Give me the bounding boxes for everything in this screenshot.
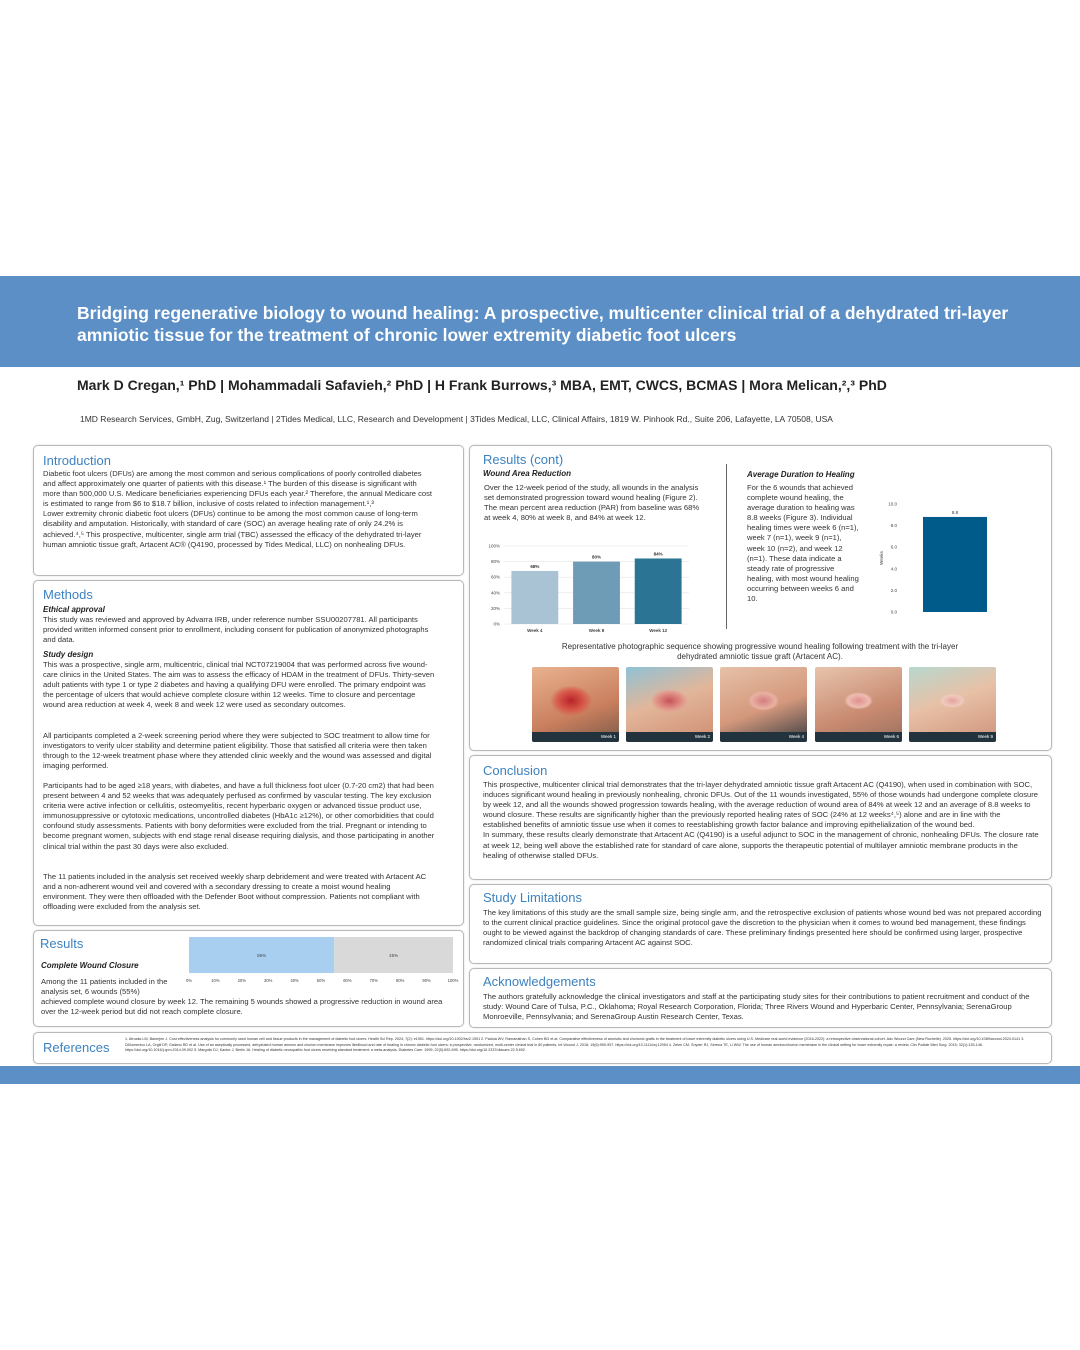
wound-photo-week-1 bbox=[532, 667, 619, 742]
y-tick-label: 60% bbox=[490, 574, 500, 580]
wound-photo-week-9 bbox=[909, 667, 996, 742]
study-design-text-4: The 11 patients included in the analysis set received weekly sharp debridement and were treated with Artacent AC and a non-adherent wound veil and covered with a secondary dressing to create a moist wound healing environment. They were then offloaded with the Defender Boot without compression. Patients not compliant with offloading were excluded from the analysis set. bbox=[43, 872, 427, 912]
author-list: Mark D Cregan,¹ PhD | Mohammadali Safavieh,² PhD | H Frank Burrows,³ MBA, EMT, CWCS, BCMAS | Mora Melican,²,³ PhD bbox=[77, 377, 887, 393]
x-tick-label: 20% bbox=[237, 978, 246, 983]
y-tick-label: 2.0 bbox=[890, 587, 897, 593]
y-tick-label: 40% bbox=[490, 590, 500, 596]
duration-bar bbox=[923, 517, 987, 612]
y-tick-label: 4.0 bbox=[890, 566, 897, 572]
introduction-text: Diabetic foot ulcers (DFUs) are among the most common and serious complications of poorly controlled diabetes and affect approximately one quarter of patients with this disease.¹ The burden of this disease is significant with more than 500,000 U.S. Medicare beneficiaries experiencing DFUs each year.² Therefore, the annual Medicare cost is estimated to range from $6 to $18.7 billion, inclusive of costs related to infection management.¹,³ Lower extremity chronic diabetic foot ulcers (DFUs) continue to be among the most common cause of long-term disability and amputation. Historically, with standard of care (SOC) an average healing rate of only 24.2% is achieved.⁴,⁵ This prospective, multicenter, single arm trial (TBC) assessed the efficacy of the dehydrated tri-layer human amniotic tissue graft, Artacent AC® (Q4190, processed by Tides Medical, LLC) on nonhealing DFUs. bbox=[43, 469, 433, 549]
par-chart bbox=[484, 539, 694, 639]
results-cont-panel bbox=[469, 445, 1052, 751]
methods-panel bbox=[33, 580, 464, 926]
results-text-1: Among the 11 patients included in the analysis set, 6 wounds (55%) bbox=[41, 977, 168, 997]
y-tick-label: 100% bbox=[488, 543, 500, 549]
study-limitations-heading: Study Limitations bbox=[483, 890, 582, 905]
references-panel bbox=[33, 1032, 1052, 1064]
study-design-heading: Study design bbox=[43, 650, 94, 659]
acknowledgements-heading: Acknowledgements bbox=[483, 974, 596, 989]
y-tick-label: 6.0 bbox=[890, 544, 897, 550]
ethical-approval-heading: Ethical approval bbox=[43, 605, 105, 614]
photo-label-week-4: Week 4 bbox=[720, 732, 807, 742]
photo-label-week-6: Week 6 bbox=[815, 732, 902, 742]
introduction-heading: Introduction bbox=[43, 453, 111, 468]
acknowledgements-panel bbox=[469, 968, 1052, 1028]
introduction-panel bbox=[33, 445, 464, 576]
x-tick-label: 40% bbox=[290, 978, 299, 983]
y-axis-label: Weeks bbox=[879, 551, 884, 565]
references-text: 1. Afroaks LM, Banerjee J. Cost effectiveness analysis for commonly used human cell and tissue products in the management of diabetic foot ulcers. Health Sci Rep. 2024; 7(2): e1901. https://doi.org/10.1002/hsr2.1901 2. Padula WV, Ramanathan S, Cohen BG et al. Comparative effectiveness of amniotic and chorionic grafts in the treatment of lower extremity diabetic ulcers using U.S. Medicare real-world evidence (2016-2022): a retrospective observational cohort. Adv Wound Care (New Rochelle). 2025. https://doi.org/10.1089/wound.2024.0141 3. DiDomenico LA, Orgill DP, Galiano RD et al. Use of an aseptically processed, dehydrated human amnion and chorion membrane improves likelihood and rate of healing in chronic diabetic foot ulcers: a prospective, randomized, multi-center clinical trial in 80 patients. Int Wound J. 2018; 15(6):950-957. https://doi.org/10.1111/iwj.12954 4. Zelen CM, Snyder RJ, Serena TE, Li WW. The use of human amnion/chorion membrane in the clinical setting for lower extremity repair: a review. Clin Podiatr Med Surg. 2015; 32(1):135-146. https://doi.org/10.1016/j.cpm.2014.09.002 5. Margolis DJ, Kantor J, Berlin JA. Healing of diabetic neuropathic foot ulcers receiving standard treatment: a meta-analysis. Diabetes Care. 1999; 22(5):692-695. https://doi.org/10.2337/diacare.22.5.692 bbox=[125, 1037, 1025, 1052]
segment-value-label: 45% bbox=[389, 953, 399, 958]
complete-wound-closure-heading: Complete Wound Closure bbox=[41, 961, 139, 970]
x-tick-label: 60% bbox=[343, 978, 352, 983]
par-bar bbox=[573, 562, 620, 624]
wound-photo-week-6 bbox=[815, 667, 902, 742]
photo-caption: Representative photographic sequence showing progressive wound healing following treatment with the tri-layer dehydrated amniotic tissue graft (Artacent AC). bbox=[561, 642, 959, 662]
bar-value-label: 68% bbox=[530, 563, 540, 569]
bar-value-label: 84% bbox=[653, 551, 663, 557]
y-tick-label: 0% bbox=[493, 621, 500, 627]
results-panel bbox=[33, 930, 464, 1027]
bar-value-label: 80% bbox=[591, 554, 602, 560]
affiliations: 1MD Research Services, GmbH, Zug, Switzerland | 2Tides Medical, LLC, Research and Development | 3Tides Medical, LLC, Clinical Affairs, 1819 W. Pinhook Rd., Suite 206, Lafayette, LA 70508, USA bbox=[80, 414, 833, 424]
y-tick-label: 8.0 bbox=[890, 523, 897, 529]
x-tick-label: Week 12 bbox=[649, 628, 668, 633]
x-tick-label: 10% bbox=[211, 978, 220, 983]
y-tick-label: 0.0 bbox=[890, 609, 897, 615]
footer-band bbox=[0, 1066, 1080, 1084]
results-heading: Results bbox=[40, 936, 84, 951]
study-limitations-panel bbox=[469, 884, 1052, 964]
study-design-text-3: Participants had to be aged ≥18 years, with diabetes, and have a full thickness foot ulcer (0.7-20 cm2) that had been present between 4 and 52 weeks that was adequately perfused as confirmed by vascular testing. The key exclusion criteria were active infection or cellulitis, osteomyelitis, recent hyperbaric oxygen or advanced tissue product use, immunosuppressive or cytotoxic medications, uncontrolled diabetes (HbA1c ≥12%), or other comorbidities that could confound study assessments. Patients with bony deformities were excluded from the trial. Pregnant or intending to become pregnant women, subjects with end stage renal disease requiring dialysis, and those participating in another clinical trial within the past 30 days were also excluded. bbox=[43, 781, 435, 851]
poster-title: Bridging regenerative biology to wound healing: A prospective, multicenter clinical trial of a dehydrated tri-layer amniotic tissue for the treatment of chronic lower extremity diabetic foot ulcers bbox=[77, 303, 1009, 345]
x-tick-label: 30% bbox=[264, 978, 273, 983]
par-bar bbox=[635, 558, 682, 624]
x-tick-label: 70% bbox=[369, 978, 378, 983]
average-duration-heading: Average Duration to Healing bbox=[747, 470, 855, 479]
y-tick-label: 80% bbox=[490, 559, 500, 565]
x-tick-label: Week 8 bbox=[588, 628, 605, 633]
study-design-text-1: This was a prospective, single arm, multicentric, clinical trial NCT07219004 that was performed across five wound-care clinics in the United States. The aim was to assess the efficacy of HDAM in the treatment of DFUs. Thirty-seven adult patients with type 1 or type 2 diabetes and having a qualifying DFU were enrolled. The primary endpoint was the percentage of ulcers that would achieve complete closure within 12 weeks. Time to closure and percentage wound area reduction at week 4, week 8 and week 12 were used as secondary outcomes. bbox=[43, 660, 435, 710]
acknowledgements-text: The authors gratefully acknowledge the clinical investigators and staff at the participating study sites for their contributions to patient recruitment and conduct of the study: Wound Care of Tulsa, P.C., Oklahoma; Royal Research Corporation, Florida; Three Rivers Wound and Hyperbaric Center, Pennsylvania; SerenaGroup Monroeville, Pennsylvania; and SerenaGroup Austin Research Center, Texas. bbox=[483, 992, 1030, 1022]
conclusion-panel bbox=[469, 755, 1052, 880]
x-tick-label: Week 4 bbox=[527, 628, 543, 633]
results-text-2: achieved complete wound closure by week 12. The remaining 5 wounds showed a progressive reduction in wound area over the 12-week period but did not reach complete closure. bbox=[41, 997, 443, 1017]
wound-area-reduction-heading: Wound Area Reduction bbox=[483, 469, 571, 478]
par-bar bbox=[511, 571, 558, 624]
bar-value-label: 8.8 bbox=[951, 509, 959, 515]
y-tick-label: 20% bbox=[490, 605, 500, 611]
results-cont-heading: Results (cont) bbox=[483, 452, 564, 467]
ethical-approval-text: This study was reviewed and approved by Advarra IRB, under reference number SSU00207781. All participants provided written informed consent prior to enrollment, including consent for publication of anonymized photographs and data. bbox=[43, 615, 429, 645]
photo-sequence bbox=[532, 667, 1002, 742]
study-design-text-2: All participants completed a 2-week screening period where they were subjected to SOC treatment to allow time for investigators to verify ulcer stability and determine patient eligibility. Those that satisfied all criteria were then taken through to the 12-week treatment phase where they attended clinic weekly and the wound was assessed and digital imaging performed. bbox=[43, 731, 432, 771]
y-tick-label: 10.0 bbox=[888, 501, 897, 507]
segment-value-label: 55% bbox=[257, 953, 267, 958]
title-banner bbox=[0, 276, 1080, 367]
photo-label-week-1: Week 1 bbox=[532, 732, 619, 742]
x-tick-label: 0% bbox=[185, 978, 193, 983]
study-limitations-text: The key limitations of this study are the small sample size, being single arm, and the retrospective exclusion of patients whose wound bed was not prepared according to the current clinical practice guidelines. Since the original protocol gave the discretion to the physician when it comes to wound bed management, these findings ought to be viewed against the backdrop of changing standards of care. These preliminary findings presented here should be confirmed using larger, prospective randomized clinical trials comparing Artacent AC against SOC. bbox=[483, 908, 1042, 948]
x-tick-label: 100% bbox=[447, 978, 459, 983]
conclusion-text: This prospective, multicenter clinical trial demonstrates that the tri-layer dehydrated amniotic tissue graft Artacent AC (Q4190), when used in combination with SOC, induces significant wound healing in previously nonhealing, chronic DFUs. Out of the 11 wounds investigated, 55% of those wounds had undergone complete closure by week 12, and all the wounds showed progression towards healing, with the average reduction of wound area of 84% at week 12 and an average of 8.8 weeks to wound closure. These results are significantly higher than the previously reported healing rates of SOC (24% at 12 weeks⁴,⁵) alone and are in line with the established benefits of amniotic tissue use when it comes to reestablishing growth factor balance and improving epithelialization of the wound bed. In summary, these results clearly demonstrate that Artacent AC (Q4190) is a useful adjunct to SOC in the management of chronic, nonhealing DFUs. The closure rate at week 12, being well above the established rate for standard of care alone, supports the therapeutic potential of multilayer amniotic membrane products in the healing of otherwise stalled DFUs. bbox=[483, 780, 1039, 860]
photo-label-week-2: Week 2 bbox=[626, 732, 713, 742]
wound-photo-week-2 bbox=[626, 667, 713, 742]
poster bbox=[0, 276, 1080, 1084]
conclusion-heading: Conclusion bbox=[483, 763, 548, 778]
x-tick-label: 50% bbox=[316, 978, 326, 983]
wound-area-reduction-text: Over the 12-week period of the study, all wounds in the analysis set demonstrated progression toward wound healing (Figure 2). The mean percent area reduction (PAR) from baseline was 68% at week 4, 80% at week 8, and 84% at week 12. bbox=[484, 483, 700, 523]
closure-chart bbox=[182, 933, 460, 989]
x-tick-label: 80% bbox=[396, 978, 405, 983]
duration-chart bbox=[875, 488, 1035, 620]
x-tick-label: 90% bbox=[422, 978, 431, 983]
wound-photo-week-4 bbox=[720, 667, 807, 742]
divider-line bbox=[726, 464, 727, 629]
references-heading: References bbox=[43, 1040, 110, 1055]
photo-label-week-9: Week 9 bbox=[909, 732, 996, 742]
methods-heading: Methods bbox=[43, 587, 93, 602]
average-duration-text: For the 6 wounds that achieved complete wound healing, the average duration to healing was 8.8 weeks (Figure 3). Individual healing times were week 6 (n=1), week 7 (n=1), week 9 (n=1), week 10 (n=2), and week 12 (n=1). These data indicate a steady rate of progressive healing, with most wound healing occurring between weeks 6 and 10. bbox=[747, 483, 859, 604]
